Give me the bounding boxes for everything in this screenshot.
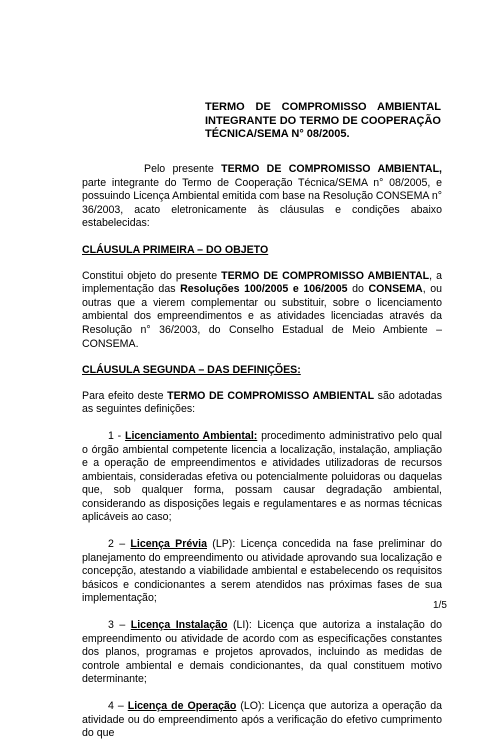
definition-item — [82, 430, 442, 525]
clausula1-bold-1: TERMO DE COMPROMISSO AMBIENTAL — [221, 269, 430, 282]
definition-term: Licença Instalação — [130, 619, 228, 632]
definition-number: 1 - — [108, 429, 125, 442]
clausula1-bold-3: CONSEMA — [368, 283, 423, 296]
clausula2-text-1: Para efeito deste — [82, 389, 168, 402]
definition-number: 4 – — [108, 700, 128, 712]
definition-abbr: (LP) — [206, 538, 233, 551]
definition-text: : Licença que autoriza a operação da atividade ou do empreendimento após a verificação do efetivo cumprimento do que — [82, 700, 442, 740]
definition-item — [82, 619, 442, 687]
definition-text: procedimento administrativo pelo qual o órgão ambiental competente licencia a localização, instalação, ampliação e a operação de empreendimentos e atividades utilizadoras de recursos ambientais, consideradas efetiva ou potencialmente poluidoras ou daquelas que, sob qualquer forma, possam causar degradação ambiental, considerando as disposições legais e regulamentares e as normas técnicas aplicáveis ao caso; — [82, 429, 443, 524]
clausula1-text-4: , ou outras que a vierem complementar ou substituir, sobre o licenciamento ambiental dos empreendimentos e as atividades licenciadas através da Resolução n° 36/2003, do Conselho Estadual de Meio Ambiente – CONSEMA. — [82, 283, 442, 350]
definition-item — [82, 700, 442, 741]
definition-text: : Licença que autoriza a instalação do empreendimento ou atividade de acordo com as especificações constantes dos planos, programas e projetos aprovados, incluindo as medidas de controle ambiental e demais condicionantes, da qual constituem motivo determinante; — [82, 619, 443, 686]
clausula1-text-1: Constitui objeto do presente — [82, 269, 222, 282]
page-number: 1/5 — [433, 600, 447, 611]
intro-text-2: parte integrante do Termo de Cooperação Técnica/SEMA n° 08/2005, e possuindo Licença Ambiental emitida com base na Resolução CONSEMA n° 36/2003, acato eletronicamente às cláusulas e condições abaixo estabelecidas: — [82, 176, 442, 230]
clausula1-text-3: do — [347, 283, 369, 296]
intro-bold-1: TERMO DE COMPROMISSO AMBIENTAL, — [221, 163, 442, 175]
document-body — [82, 163, 442, 754]
intro-paragraph — [82, 163, 442, 231]
clausula2-bold-1: TERMO DE COMPROMISSO AMBIENTAL — [167, 389, 375, 402]
definition-number: 3 – — [108, 619, 131, 632]
intro-text-1: Pelo presente — [144, 163, 222, 175]
clausula1-bold-2: Resoluções 100/2005 e 106/2005 — [180, 283, 348, 296]
clausula1-text-2: , a implementação das — [82, 269, 443, 296]
definition-term: Licença Prévia — [130, 538, 207, 551]
clausula-primeira-heading: CLÁUSULA PRIMEIRA – DO OBJETO — [82, 243, 269, 256]
document-title: TERMO DE COMPROMISSO AMBIENTAL INTEGRANTE DO TERMO DE COOPERAÇÃO TÉCNICA/SEMA N° 08/2005. — [205, 101, 441, 140]
definition-text: : Licença concedida na fase preliminar do planejamento do empreendimento ou atividade aprovando sua localização e concepção, atestando a viabilidade ambiental e estabelecendo os requisitos básicos e condicionantes a serem atendidos nas próximas fases de sua implementação; — [82, 538, 443, 605]
definition-abbr: (LO) — [236, 700, 262, 712]
clausula-primeira-paragraph — [82, 270, 442, 352]
clausula-segunda-heading: CLÁUSULA SEGUNDA – DAS DEFINIÇÕES: — [82, 364, 301, 377]
definition-term: Licença de Operação — [127, 700, 237, 712]
definition-item — [82, 538, 442, 606]
definition-term: Licenciamento Ambiental: — [124, 429, 258, 442]
definition-abbr: (LI) — [227, 619, 249, 632]
clausula-segunda-paragraph — [82, 390, 442, 417]
definition-number: 2 – — [108, 538, 131, 551]
clausula2-text-2: são adotadas as seguintes definições: — [82, 389, 442, 416]
